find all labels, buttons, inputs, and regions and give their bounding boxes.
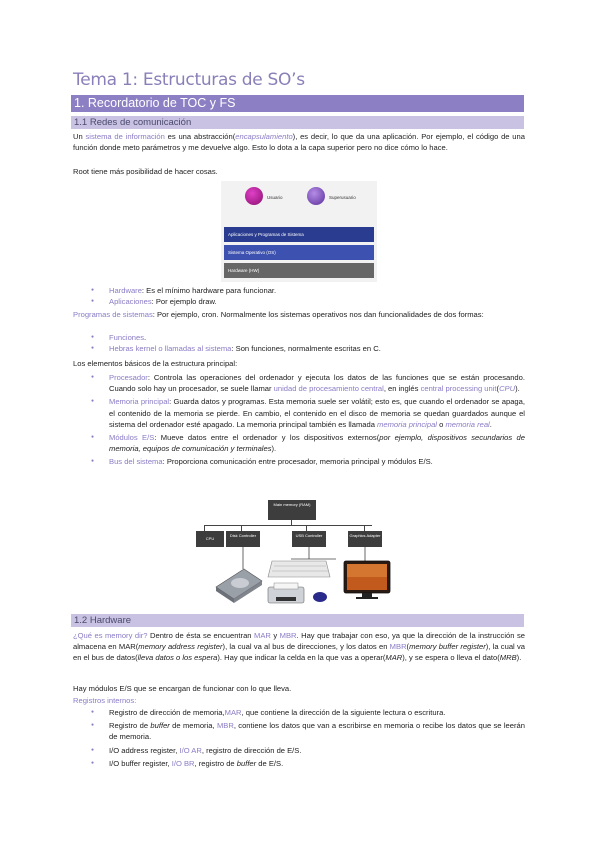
text: : Proporciona comunicación entre procesador, memoria principal y módulos E/S.	[162, 457, 433, 467]
text: Un	[73, 132, 86, 141]
text: , contiene los datos que van a escribirse en memoria o recibe los datos que se leerán de memoria.	[109, 721, 525, 742]
term: Memoria principal	[109, 397, 170, 407]
list-item-memoria	[73, 396, 525, 430]
paragraph-registros: Registros internos:	[73, 696, 137, 705]
text: , registro de dirección de E/S.	[201, 745, 302, 755]
paragraph-sistema-informacion	[73, 131, 525, 153]
superuser-icon	[307, 187, 325, 205]
layer-os: Sistema Operativo (OS)	[224, 245, 374, 260]
term: Programas de sistemas	[73, 310, 153, 319]
paragraph-programas-sistemas	[73, 309, 525, 320]
list-item	[73, 285, 525, 296]
list-item-bus	[73, 456, 525, 467]
list-item-iobr	[73, 758, 525, 769]
term: MAR	[254, 631, 271, 640]
text-italic: lleva datos o los espera	[137, 653, 218, 663]
term: MAR	[224, 708, 242, 717]
paragraph-root: Root tiene más posibilidad de hacer cosas.	[73, 167, 218, 176]
text: : Es el mínimo hardware para funcionar.	[141, 286, 277, 295]
disk-controller-box: Disk Controller	[226, 531, 260, 547]
list-item-mbr	[73, 720, 525, 742]
term: MBR	[216, 721, 234, 731]
list-hw-apps	[73, 285, 525, 307]
system-bus	[204, 525, 372, 526]
graphics-adapter-box: Graphics Adapter	[348, 531, 382, 547]
printer-icon	[268, 583, 304, 603]
memory-box: Main memory (RAM)	[268, 500, 316, 520]
monitor-icon	[344, 561, 390, 599]
text: ).	[516, 653, 522, 663]
mouse-icon	[313, 592, 327, 602]
text: ), la cual va al bus de direcciones, y los datos en	[222, 642, 390, 652]
user-icon	[245, 187, 263, 205]
user-label: Usuario	[267, 195, 283, 200]
text: , en inglés	[383, 384, 421, 394]
text: I/O address register,	[109, 745, 180, 755]
layer-applications: Aplicaciones y Programas de Sistema	[224, 227, 374, 242]
list-elementos	[73, 372, 525, 468]
list-item	[73, 343, 525, 354]
term: unidad de procesamiento central	[273, 384, 384, 394]
term: Funciones	[109, 333, 145, 342]
text: : Controla las operaciones del ordenador y ejecuta los datos de las funciones que se están procesando. Cuando solo hay un procesador, se suele llamar	[109, 373, 525, 394]
text-italic: MAR	[385, 653, 403, 663]
term: Hardware	[109, 286, 142, 295]
text: Dentro de ésta se encuentran	[147, 631, 254, 640]
paragraph-elementos: Los elementos básicos de la estructura principal:	[73, 359, 238, 368]
page-title: Tema 1: Estructuras de SO’s	[73, 70, 305, 90]
term: Aplicaciones	[109, 297, 152, 307]
text: : Por ejemplo, cron. Normalmente los sistemas operativos nos dan funcionalidades de dos formas:	[152, 310, 484, 319]
os-layers-figure	[221, 181, 377, 282]
term-sistema-informacion: sistema de información	[85, 132, 165, 141]
term: Bus del sistema	[109, 457, 163, 467]
text: . Hay que trabajar con eso, ya que la dirección de la instrucción se almacena en MAR(	[73, 631, 525, 652]
text-italic: memory address register	[138, 642, 223, 652]
text: : Guarda datos y programas. Esta memoria suele ser volátil; esto es, que cuando el ordenador se apaga, el contenido de la memoria se pierde. En cambio, el contenido en el disco de memoria se quedan guardados aunque el sistema del ordenador esté apagado. La memoria principal también es llamada	[109, 397, 525, 429]
text-italic: memory buffer register	[409, 642, 486, 652]
list-item-mar	[73, 707, 525, 718]
term: Módulos E/S	[109, 433, 155, 443]
text: .	[144, 333, 147, 342]
term: central processing unit	[420, 384, 497, 394]
text: (	[496, 384, 500, 394]
architecture-figure	[196, 497, 407, 611]
list-registros	[73, 707, 525, 769]
term: Hebras kernel o llamadas al sistema	[109, 344, 232, 354]
text: (	[406, 642, 410, 652]
text: o	[436, 419, 446, 429]
subsection-heading-1-2: 1.2 Hardware	[71, 614, 524, 627]
term: memoria real	[445, 419, 490, 429]
term: MBR	[389, 642, 407, 652]
text: : Son funciones, normalmente escritas en C.	[231, 344, 381, 354]
text: ).	[515, 384, 520, 394]
list-funciones	[73, 332, 525, 354]
text: : Mueve datos entre el ordenador y los dispositivos externos(	[154, 433, 380, 443]
list-item-modulos	[73, 432, 525, 454]
text: Registro de dirección de memoria,	[109, 708, 225, 717]
text: es una abstracción(	[164, 132, 236, 141]
text: de memoria,	[169, 721, 217, 731]
text: Registro de	[109, 721, 151, 731]
term: memoria principal	[377, 419, 437, 429]
text-italic: buffer	[236, 758, 257, 768]
text: y	[270, 631, 280, 640]
text: , registro de	[194, 758, 237, 768]
keyboard-icon	[268, 561, 330, 577]
term: MBR	[279, 631, 297, 640]
usb-controller-box: USB Controller	[292, 531, 326, 547]
paragraph-memory-dir	[73, 630, 525, 664]
text: , que contiene la dirección de la siguiente lectura o escritura.	[241, 708, 446, 717]
text: ). Hay que indicar la celda en la que vas a operar(	[217, 653, 386, 663]
term: Procesador	[109, 373, 148, 382]
cpu-box: CPU	[196, 531, 224, 547]
list-item-ioar	[73, 745, 525, 756]
text-italic: MRB	[499, 653, 517, 663]
hard-disk-icon	[216, 569, 262, 603]
text: : Por ejemplo draw.	[151, 297, 217, 307]
term: I/O AR	[179, 745, 202, 755]
paragraph-modulos: Hay módulos E/S que se encargan de funcionar con lo que lleva.	[73, 684, 292, 693]
list-item-procesador	[73, 372, 525, 394]
subsection-heading-1-1: 1.1 Redes de comunicación	[71, 116, 524, 129]
text: de E/S.	[256, 758, 284, 768]
term-encapsulamiento: encapsulamiento	[235, 132, 293, 141]
text: .	[489, 419, 492, 429]
term: I/O BR	[171, 758, 195, 768]
text: ), y se espera o lleva el dato(	[402, 653, 500, 663]
list-item	[73, 332, 525, 343]
text: I/O buffer register,	[109, 758, 172, 768]
section-heading-1: 1. Recordatorio de TOC y FS	[71, 95, 524, 112]
superuser-label: Superusuario	[329, 195, 356, 200]
term: CPU	[499, 384, 516, 394]
text-italic: por ejemplo, dispositivos secundarios de memoria, equipos de comunicación y terminales	[109, 433, 525, 454]
text: ), la cual va en el bus de datos(	[73, 642, 525, 663]
text: ).	[271, 444, 277, 454]
layer-hardware: Hardware (HW)	[224, 263, 374, 278]
text-italic: buffer	[150, 721, 170, 731]
term: ¿Qué es memory dir?	[73, 631, 148, 640]
text: ), es decir, lo que da una aplicación. Por ejemplo, el código de una función donde meto parámetros y me devuelve algo. Esto lo dota a la capa superior pero no dice cómo lo hace.	[73, 132, 525, 153]
list-item	[73, 296, 525, 307]
devices-illustration	[196, 547, 407, 611]
